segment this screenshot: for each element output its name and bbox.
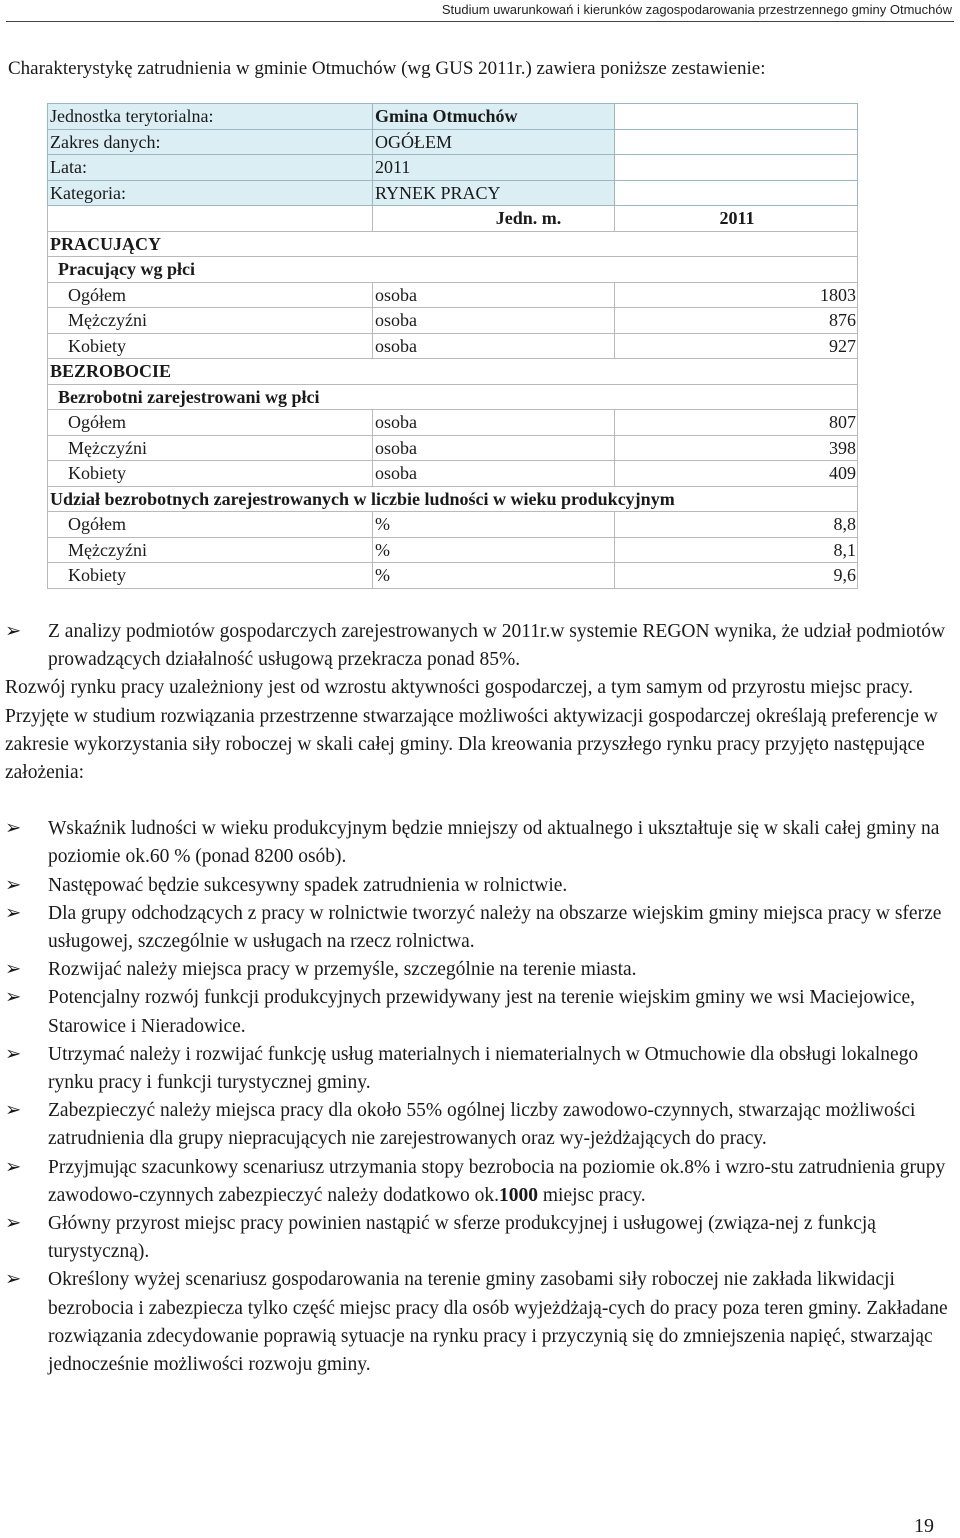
meta-key: Lata: — [48, 155, 373, 181]
arrow-bullet-icon: ➢ — [5, 1213, 22, 1235]
bullet-item — [5, 618, 955, 674]
row-unit: osoba — [373, 282, 615, 308]
row-unit: osoba — [373, 333, 615, 359]
table-row — [48, 282, 858, 308]
row-label: Kobiety — [48, 563, 373, 589]
arrow-bullet-icon: ➢ — [5, 818, 22, 840]
bullet-item — [5, 815, 955, 871]
column-header-unit: Jedn. m. — [373, 206, 615, 232]
meta-value: RYNEK PRACY — [373, 180, 615, 206]
row-label: Mężczyźni — [48, 537, 373, 563]
table-row — [48, 333, 858, 359]
section-row — [48, 231, 858, 257]
bullet-text: Określony wyżej scenariusz gospodarowania na terenie gminy zasobami siły roboczej nie zakłada likwidacji bezrobocia i zabezpiecza tylko część miejsc pracy dla osób wyjeżdżają-cych do pracy poza teren gminy. Zakładane rozwiązania zdecydowanie poprawią sytuacje na rynku pracy i przyczynią się do zmniejszenia napięć, stwarzając jednocześnie możliwości rozwoju gminy. — [48, 1269, 948, 1376]
section-title: PRACUJĄCY — [48, 231, 373, 257]
bullet-item — [5, 872, 955, 900]
bullet-text: Wskaźnik ludności w wieku produkcyjnym będzie mniejszy od aktualnego i ukształtuje się w skali całej gminy na poziomie ok.60 % (ponad 8200 osób). — [48, 818, 940, 868]
bullet-item — [5, 1210, 955, 1266]
arrow-bullet-icon: ➢ — [5, 1269, 22, 1291]
meta-key: Kategoria: — [48, 180, 373, 206]
section-row — [48, 359, 858, 385]
bullet-text: Z analizy podmiotów gospodarczych zarejestrowanych w 2011r.w systemie REGON wynika, że udział podmiotów prowadzących działalność usługową przekracza ponad 85%. — [48, 621, 946, 671]
arrow-bullet-icon: ➢ — [5, 987, 22, 1009]
subsection-row — [48, 257, 858, 283]
subsection-title: Udział bezrobotnych zarejestrowanych w liczbie ludności w wieku produkcyjnym — [48, 486, 373, 512]
row-unit: osoba — [373, 435, 615, 461]
row-label: Ogółem — [48, 512, 373, 538]
bullet-item — [5, 900, 955, 956]
bullet-text: Następować będzie sukcesywny spadek zatrudnienia w rolnictwie. — [48, 874, 568, 896]
bullet-text: Utrzymać należy i rozwijać funkcję usług materialnych i niematerialnych w Otmuchowie dla obsługi lokalnego rynku pracy i funkcji turystycznej gminy. — [48, 1043, 919, 1094]
header-rule — [6, 21, 954, 22]
arrow-bullet-icon: ➢ — [5, 874, 22, 896]
bullet-text: Potencjalny rozwój funkcji produkcyjnych przewidywany jest na terenie wiejskim gminy we wsi Maciejowice, Starowice i Nieradowice. — [48, 987, 915, 1037]
bullet-item — [5, 1154, 955, 1210]
bullet-text: Dla grupy odchodzących z pracy w rolnictwie tworzyć należy na obszarze wiejskim gminy miejsca pracy w sferze usługowej, szczególnie w usługach na rzecz rolnictwa. — [48, 902, 942, 953]
bullet-item — [5, 984, 955, 1040]
meta-value: Gmina Otmuchów — [373, 104, 615, 130]
employment-table — [47, 103, 858, 589]
meta-row — [48, 104, 858, 130]
table-row — [48, 308, 858, 334]
subsection-row — [48, 486, 858, 512]
meta-key: Jednostka terytorialna: — [48, 104, 373, 130]
bullet-item — [5, 1041, 955, 1097]
arrow-bullet-icon: ➢ — [5, 959, 22, 981]
arrow-bullet-icon: ➢ — [5, 1100, 22, 1122]
meta-row — [48, 129, 858, 155]
arrow-bullet-icon: ➢ — [5, 902, 22, 924]
intro-text: Charakterystykę zatrudnienia w gminie Otmuchów (wg GUS 2011r.) zawiera poniższe zestawienie: — [8, 58, 766, 79]
row-label: Ogółem — [48, 282, 373, 308]
header-title: Studium uwarunkowań i kierunków zagospodarowania przestrzennego gminy Otmuchów — [441, 2, 952, 17]
bullet-item — [5, 1266, 955, 1379]
page-header — [0, 0, 960, 22]
row-value: 8,1 — [615, 537, 858, 563]
table-row — [48, 512, 858, 538]
arrow-bullet-icon: ➢ — [5, 621, 22, 642]
subsection-row — [48, 384, 858, 410]
table-row — [48, 435, 858, 461]
paragraph: Rozwój rynku pracy uzależniony jest od wzrostu aktywności gospodarczej, a tym samym od przyrostu miejsc pracy. Przyjęte w studium rozwiązania przestrzenne stwarzające możliwości aktywizacji gospodarczej określają preferencje w zakresie wykorzystania siły roboczej w skali całej gminy. Dla kreowania przyszłego rynku pracy przyjęto następujące założenia: — [5, 677, 938, 784]
section-title: BEZROBOCIE — [48, 359, 373, 385]
table-row — [48, 537, 858, 563]
table-row — [48, 410, 858, 436]
subsection-title: Bezrobotni zarejestrowani wg płci — [48, 384, 373, 410]
column-header-year: 2011 — [615, 206, 858, 232]
row-value: 9,6 — [615, 563, 858, 589]
row-value: 409 — [615, 461, 858, 487]
row-label: Mężczyźni — [48, 308, 373, 334]
meta-row — [48, 180, 858, 206]
row-value: 8,8 — [615, 512, 858, 538]
row-value: 876 — [615, 308, 858, 334]
row-value: 398 — [615, 435, 858, 461]
row-label: Kobiety — [48, 461, 373, 487]
column-header-row — [48, 206, 858, 232]
row-unit: osoba — [373, 461, 615, 487]
row-value: 1803 — [615, 282, 858, 308]
row-label: Mężczyźni — [48, 435, 373, 461]
row-value: 807 — [615, 410, 858, 436]
bullet-text-part: Przyjmując szacunkowy scenariusz utrzymania stopy bezrobocia na poziomie ok.8% i wzro-stu zatrudnienia grupy zawodowo-czynnych zabezpieczyć należy dodatkowo ok. — [48, 1156, 946, 1206]
row-label: Ogółem — [48, 410, 373, 436]
row-unit: % — [373, 512, 615, 538]
bullet-text-part: miejsc pracy. — [538, 1184, 646, 1206]
bullet-text: Rozwijać należy miejsca pracy w przemyśle, szczególnie na terenie miasta. — [48, 959, 637, 981]
row-value: 927 — [615, 333, 858, 359]
bullet-item — [5, 1097, 955, 1153]
arrow-bullet-icon: ➢ — [5, 1156, 22, 1178]
row-unit: % — [373, 537, 615, 563]
row-label: Kobiety — [48, 333, 373, 359]
meta-key: Zakres danych: — [48, 129, 373, 155]
row-unit: osoba — [373, 308, 615, 334]
bullet-text-bold: 1000 — [499, 1184, 539, 1206]
arrow-bullet-icon: ➢ — [5, 1043, 22, 1065]
row-unit: osoba — [373, 410, 615, 436]
meta-value: OGÓŁEM — [373, 129, 615, 155]
bullet-item — [5, 956, 955, 984]
table-row — [48, 563, 858, 589]
bullet-text — [48, 1154, 955, 1210]
table-row — [48, 461, 858, 487]
meta-row — [48, 155, 858, 181]
body-content — [5, 618, 955, 1379]
meta-value: 2011 — [373, 155, 615, 181]
subsection-title: Pracujący wg płci — [48, 257, 373, 283]
row-unit: % — [373, 563, 615, 589]
page-number: 19 — [914, 1515, 934, 1537]
bullet-text: Zabezpieczyć należy miejsca pracy dla około 55% ogólnej liczby zawodowo-czynnych, stwarzając możliwości zatrudnienia dla grupy niepracujących nie zarejestrowanych oraz wy-jeżdżających do pracy. — [48, 1100, 916, 1150]
bullet-text: Główny przyrost miejsc pracy powinien nastąpić w sferze produkcyjnej i usługowej (związa-nej z funkcją turystyczną). — [48, 1213, 876, 1263]
